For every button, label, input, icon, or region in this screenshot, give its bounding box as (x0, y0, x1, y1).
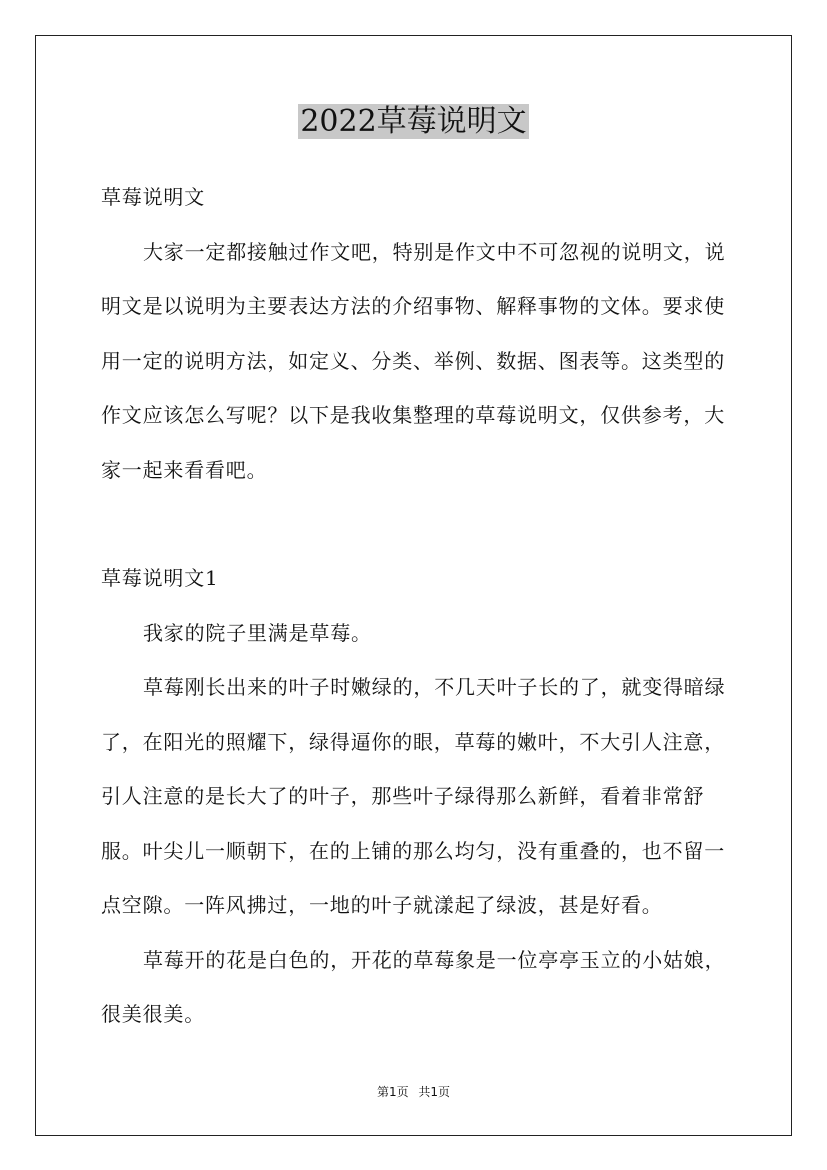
section1-heading: 草莓说明文1 (101, 566, 219, 590)
section-spacer (101, 497, 731, 551)
document-body (101, 170, 731, 1042)
page-footer (0, 1083, 827, 1101)
section1-paragraph-3: 草莓开的花是白色的，开花的草莓象是一位亭亭玉立的小姑娘，很美很美。 (101, 947, 726, 1026)
document-title (0, 100, 827, 144)
intro-paragraph: 大家一定都接触过作文吧，特别是作文中不可忽视的说明文，说明文是以说明为主要表达方法的介绍事物、解释事物的文体。要求使用一定的说明方法，如定义、分类、举例、数据、图表等。这类型的作文应该怎么写呢？以下是我收集整理的草莓说明文，仅供参考，大家一起来看看吧。 (101, 239, 726, 482)
page-number-current: 第1页 (376, 1085, 409, 1099)
intro-heading: 草莓说明文 (101, 185, 205, 209)
document-title-text: 2022草莓说明文 (300, 104, 527, 139)
page-number-total: 共1页 (418, 1085, 451, 1099)
section1-paragraph-1: 我家的院子里满是草莓。 (143, 620, 372, 645)
section1-paragraph-2: 草莓刚长出来的叶子时嫩绿的，不几天叶子长的了，就变得暗绿了，在阳光的照耀下，绿得逼你的眼，草莓的嫩叶，不大引人注意，引人注意的是长大了的叶子，那些叶子绿得那么新鲜，看着非常舒服。叶尖儿一顺朝下，在的上铺的那么均匀，没有重叠的，也不留一点空隙。一阵风拂过，一地的叶子就漾起了绿波，甚是好看。 (101, 675, 726, 917)
